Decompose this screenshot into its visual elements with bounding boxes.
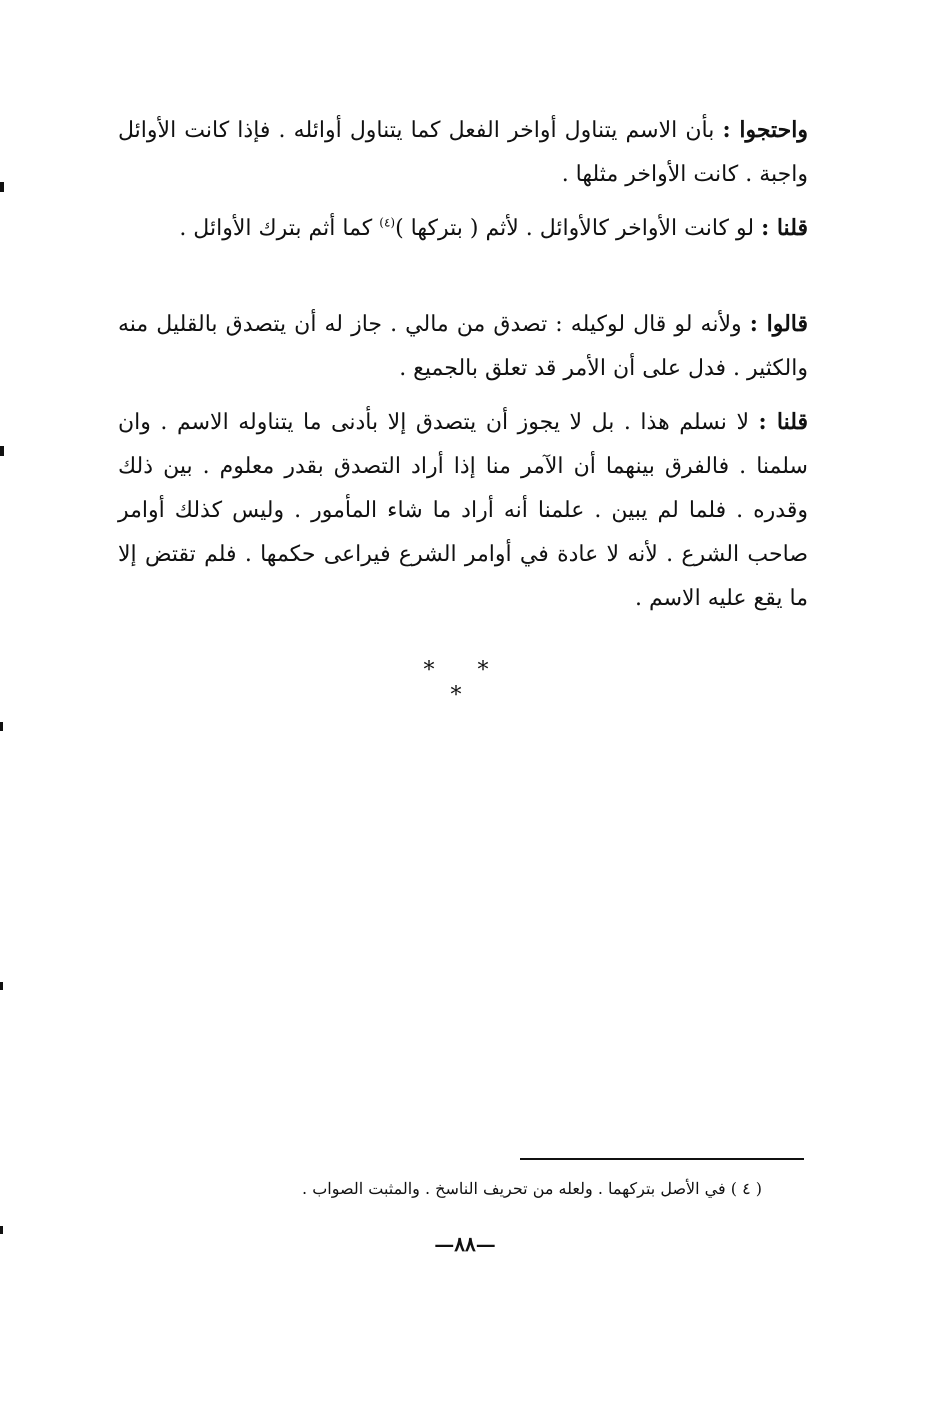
scan-edge-mark [0,982,3,990]
paragraph-1-text: بأن الاسم يتناول أواخر الفعل كما يتناول أوائله . فإذا كانت الأوائل واجبة . كانت الأواخر مثلها . [118,118,808,187]
paragraph-4 [118,400,808,621]
paragraph-3 [118,302,808,391]
paragraph-3-label: قالوا : [749,311,808,337]
page-number: —٨٨— [434,1232,496,1256]
footnote-text: ( ٤ ) في الأصل بتركهما . ولعله من تحريف الناسخ . والمثبت الصواب . [302,1179,762,1198]
scan-edge-mark [0,182,4,192]
footnote-divider [520,1158,804,1160]
scan-edge-mark [0,446,4,456]
paragraph-3-text: ولأنه لو قال لوكيله : تصدق من مالي . جاز له أن يتصدق بالقليل منه والكثير . فدل على أن الأمر قد تعلق بالجميع . [118,312,808,381]
paragraph-1-label: واحتجوا : [722,117,809,143]
section-separator: * * * [423,658,507,708]
scan-edge-mark [0,1226,3,1234]
paragraph-4-label: قلنا : [758,409,809,435]
footnote-reference: (٤) [379,215,396,230]
paragraph-2-text-after: كما أثم بترك الأوائل . [179,216,380,241]
paragraph-2-label: قلنا : [761,215,808,241]
paragraph-4-text: لا نسلم هذا . بل لا يجوز أن يتصدق إلا بأدنى ما يتناوله الاسم . وان سلمنا . فالفرق بينهما أن الآمر منا إذا أراد التصدق بقدر معلوم . بين ذلك وقدره . فلما لم يبين . علمنا أنه أراد ما شاء المأمور . وليس كذلك أوامر صاحب الشرع . لأنه لا عادة في أوامر الشرع فيراعى حكمها . فلم تقتض إلا ما يقع عليه الاسم . [118,410,808,611]
scan-edge-mark [0,722,3,731]
paragraph-2-text-before: لو كانت الأواخر كالأوائل . لأثم ( بتركها ) [395,216,762,241]
paragraph-2 [118,206,808,251]
paragraph-1 [118,108,808,197]
